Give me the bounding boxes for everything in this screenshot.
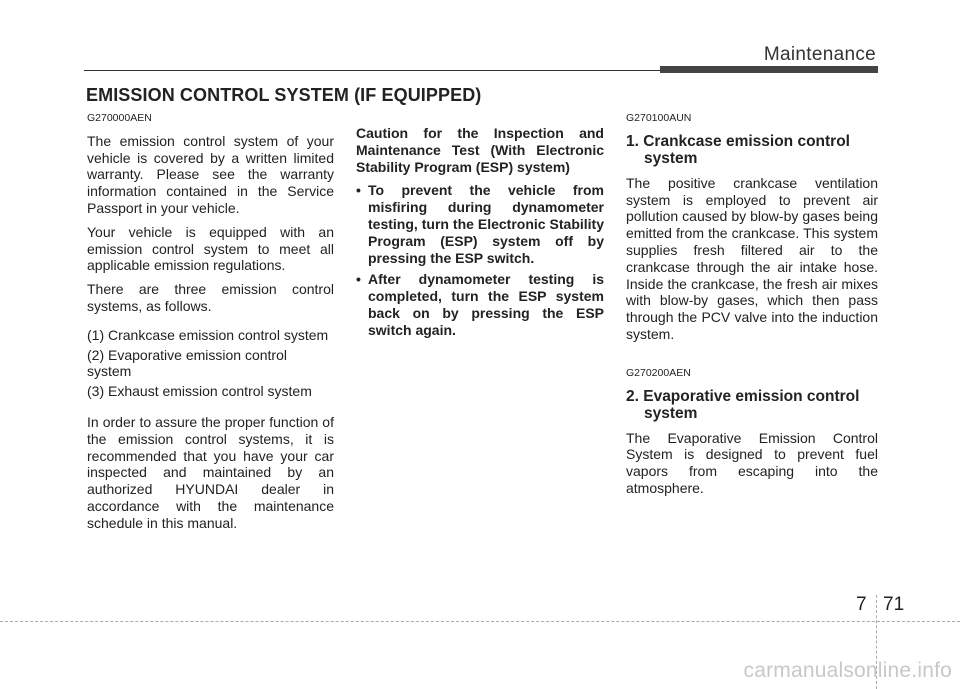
bullet-icon: • xyxy=(356,182,361,199)
paragraph: The Evaporative Emission Control System is designed to prevent fuel vapors from escaping into the atmosphere. xyxy=(626,429,878,496)
bullet-icon: • xyxy=(356,271,361,288)
page-title: EMISSION CONTROL SYSTEM (IF EQUIPPED) xyxy=(86,85,482,105)
caution-title: Caution for the Inspection and Maintenance Test (With Electronic Stability Program (ESP) system) xyxy=(356,125,604,175)
section-code: G270000AEN xyxy=(87,112,152,124)
header-rule-accent xyxy=(660,66,878,73)
header-rule xyxy=(84,70,724,71)
caution-bullet xyxy=(356,182,604,266)
section-title: Maintenance xyxy=(763,44,876,65)
chapter-number: 7 xyxy=(856,594,867,615)
list-item: (1) Crankcase emission control system xyxy=(87,326,329,343)
emission-system-list xyxy=(87,327,334,400)
section-code: G270100AUN xyxy=(626,112,692,124)
column-3 xyxy=(626,110,878,497)
list-item: (2) Evaporative emission control system xyxy=(87,346,287,380)
subsection-heading: 1. Crankcase emission control system xyxy=(626,132,850,167)
paragraph: In order to assure the proper function of the emission control systems, it is recommended that you have your car inspected and maintained by an authorized HYUNDAI dealer in accordance with the maintenance schedule in this manual. xyxy=(87,413,334,531)
column-1 xyxy=(87,110,334,539)
caution-bullet xyxy=(356,271,604,338)
section-code: G270200AEN xyxy=(626,366,691,379)
caution-box xyxy=(356,125,604,344)
bullet-text: After dynamometer testing is completed, turn the ESP system back on by pressing the ESP switch again. xyxy=(368,271,604,338)
bullet-text: To prevent the vehicle from misfiring during dynamometer testing, turn the Electronic Stability Program (ESP) system off by pressing the ESP switch. xyxy=(368,182,604,266)
paragraph: The positive crankcase ventilation system is employed to prevent air pollution caused by blow-by gases being emitted from the crankcase. This system supplies fresh filtered air to the crankcase through the air intake hose. Inside the crankcase, the fresh air mixes with blow-by gases, which then pass through the PCV valve into the induction system. xyxy=(626,174,878,342)
paragraph: Your vehicle is equipped with an emission control system to meet all applicable emission regulations. xyxy=(87,223,334,274)
paragraph: The emission control system of your vehicle is covered by a written limited warranty. Please see the warranty information contained in the Service Passport in your vehicle. xyxy=(87,132,334,216)
subsection-heading: 2. Evaporative emission control system xyxy=(626,387,860,422)
list-item: (3) Exhaust emission control system xyxy=(87,383,312,400)
footer-rule xyxy=(0,621,960,622)
page-number: 71 xyxy=(883,594,905,615)
paragraph: There are three emission control systems, as follows. xyxy=(87,281,334,314)
watermark: carmanualsonline.info xyxy=(743,659,952,682)
